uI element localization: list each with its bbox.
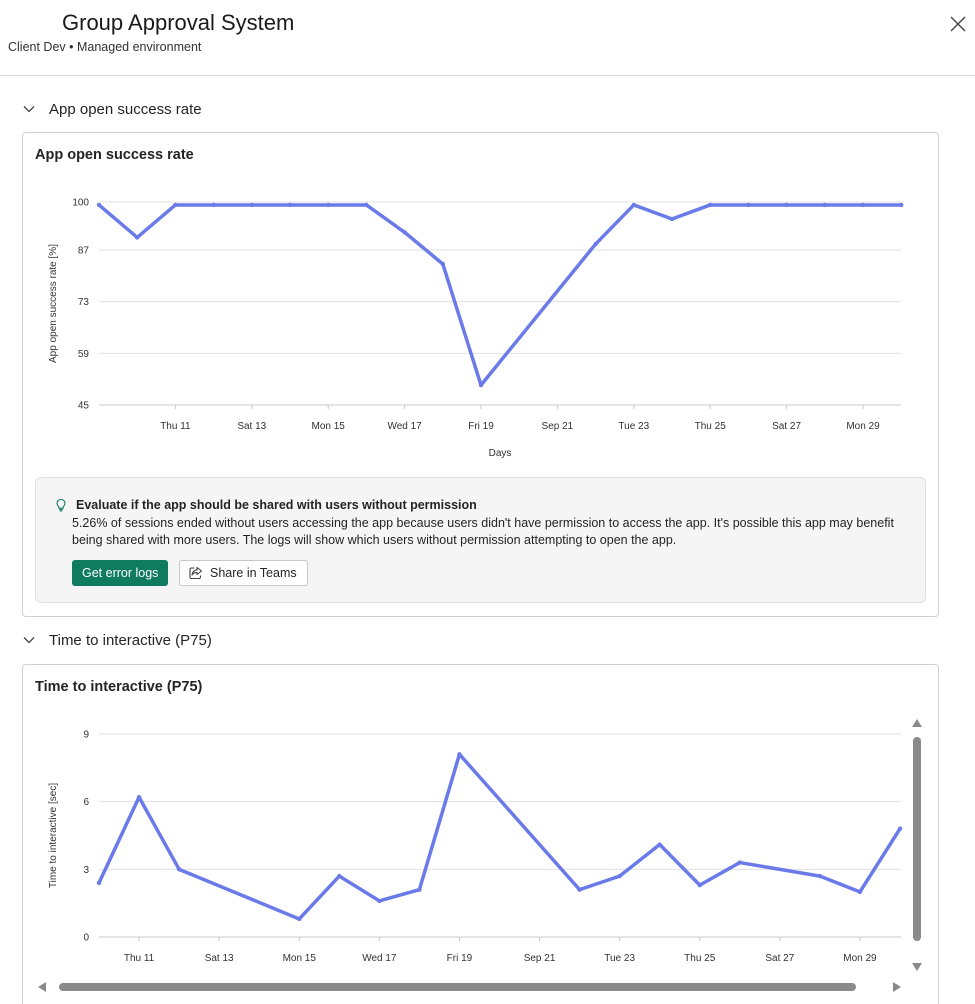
share-in-teams-label: Share in Teams [210, 566, 297, 580]
x-tick-label: Mon 15 [311, 421, 345, 432]
data-point [288, 203, 292, 207]
close-icon [944, 10, 972, 38]
data-point [402, 230, 406, 234]
data-point [297, 917, 301, 921]
x-tick-label: Tue 23 [604, 953, 636, 964]
y-axis-label: App open success rate [%] [48, 244, 59, 363]
app-open-success-rate-chart [23, 133, 938, 473]
y-axis-label: Time to interactive [sec] [48, 782, 59, 889]
data-point [898, 827, 902, 831]
data-point [658, 842, 662, 846]
insight-title: Evaluate if the app should be shared with users without permission [76, 498, 477, 512]
data-point [670, 217, 674, 221]
data-point [457, 752, 461, 756]
data-point [899, 203, 903, 207]
data-point [858, 890, 862, 894]
x-tick-label: Sat 27 [772, 421, 802, 432]
y-tick-label: 59 [77, 348, 89, 360]
x-tick-label: Sat 27 [765, 953, 795, 964]
data-point [250, 203, 254, 207]
share-icon [188, 565, 204, 581]
x-tick-label: Fri 19 [468, 421, 494, 432]
x-tick-label: Sep 21 [523, 953, 556, 964]
insight-body: 5.26% of sessions ended without users accessing the app because users didn't have permission to access the app. It's possible this app may benefit being shared with more users. The logs will show which users without permission attempting to open the app. [72, 516, 894, 547]
x-tick-label: Tue 23 [618, 421, 650, 432]
x-tick-label: Thu 11 [123, 953, 155, 964]
app-open-success-rate-card [22, 132, 939, 617]
scroll-left-arrow[interactable] [38, 982, 46, 992]
chevron-down-icon [22, 633, 36, 647]
data-point [746, 203, 750, 207]
y-tick-label: 9 [83, 729, 89, 741]
x-tick-label: Sat 13 [237, 421, 267, 432]
get-error-logs-button[interactable]: Get error logs [72, 560, 168, 586]
x-tick-label: Mon 15 [282, 953, 316, 964]
data-point [97, 881, 101, 885]
data-point [818, 874, 822, 878]
x-tick-label: Sep 21 [541, 421, 574, 432]
series-line [99, 754, 900, 919]
data-point [337, 874, 341, 878]
data-point [177, 867, 181, 871]
data-point [784, 203, 788, 207]
horizontal-scroll-thumb[interactable] [59, 983, 856, 991]
x-tick-label: Thu 11 [160, 421, 191, 432]
section-toggle-time-to-interactive[interactable] [22, 629, 212, 651]
x-tick-label: Wed 17 [362, 953, 397, 964]
series-line [99, 205, 901, 385]
data-point [135, 235, 139, 239]
data-point [326, 203, 330, 207]
data-point [479, 383, 483, 387]
scroll-up-arrow[interactable] [912, 719, 922, 727]
insight-panel [35, 477, 926, 603]
y-tick-label: 6 [83, 797, 89, 809]
close-button[interactable] [944, 10, 972, 38]
share-in-teams-button[interactable] [179, 560, 308, 586]
y-tick-label: 3 [83, 864, 89, 876]
data-point [417, 887, 421, 891]
lightbulb-icon [54, 498, 68, 512]
panel-header [0, 0, 975, 76]
data-point [698, 883, 702, 887]
scroll-down-arrow[interactable] [912, 963, 922, 971]
data-point [211, 203, 215, 207]
data-point [97, 203, 101, 207]
chart-title: App open success rate [35, 147, 194, 163]
time-to-interactive-card [22, 664, 939, 1004]
x-tick-label: Wed 17 [387, 421, 422, 432]
chevron-down-icon [22, 102, 36, 116]
y-tick-label: 0 [83, 932, 89, 944]
y-tick-label: 100 [72, 197, 89, 209]
data-point [823, 203, 827, 207]
x-tick-label: Mon 29 [843, 953, 877, 964]
time-to-interactive-chart [23, 665, 938, 1004]
x-tick-label: Mon 29 [846, 421, 880, 432]
data-point [364, 203, 368, 207]
data-point [173, 203, 177, 207]
data-point [577, 887, 581, 891]
section-label: App open success rate [49, 100, 202, 118]
data-point [593, 242, 597, 246]
data-point [617, 874, 621, 878]
data-point [708, 203, 712, 207]
environment-subtitle: Client Dev • Managed environment [8, 40, 202, 54]
x-tick-label: Fri 19 [446, 953, 473, 964]
y-tick-label: 87 [77, 245, 89, 257]
data-point [377, 899, 381, 903]
section-label: Time to interactive (P75) [49, 631, 212, 649]
x-tick-label: Sat 13 [204, 953, 234, 964]
data-point [861, 203, 865, 207]
y-tick-label: 45 [77, 400, 89, 412]
page-title: Group Approval System [62, 10, 295, 35]
vertical-scroll-thumb[interactable] [913, 737, 921, 941]
x-axis-label: Days [488, 448, 512, 459]
y-tick-label: 73 [77, 297, 89, 309]
data-point [137, 795, 141, 799]
x-tick-label: Thu 25 [684, 953, 716, 964]
section-toggle-app-open-success-rate[interactable] [22, 98, 202, 120]
data-point [632, 203, 636, 207]
data-point [441, 262, 445, 266]
chart-title: Time to interactive (P75) [35, 679, 203, 695]
scroll-right-arrow[interactable] [893, 982, 901, 992]
x-tick-label: Thu 25 [694, 421, 726, 432]
data-point [738, 860, 742, 864]
